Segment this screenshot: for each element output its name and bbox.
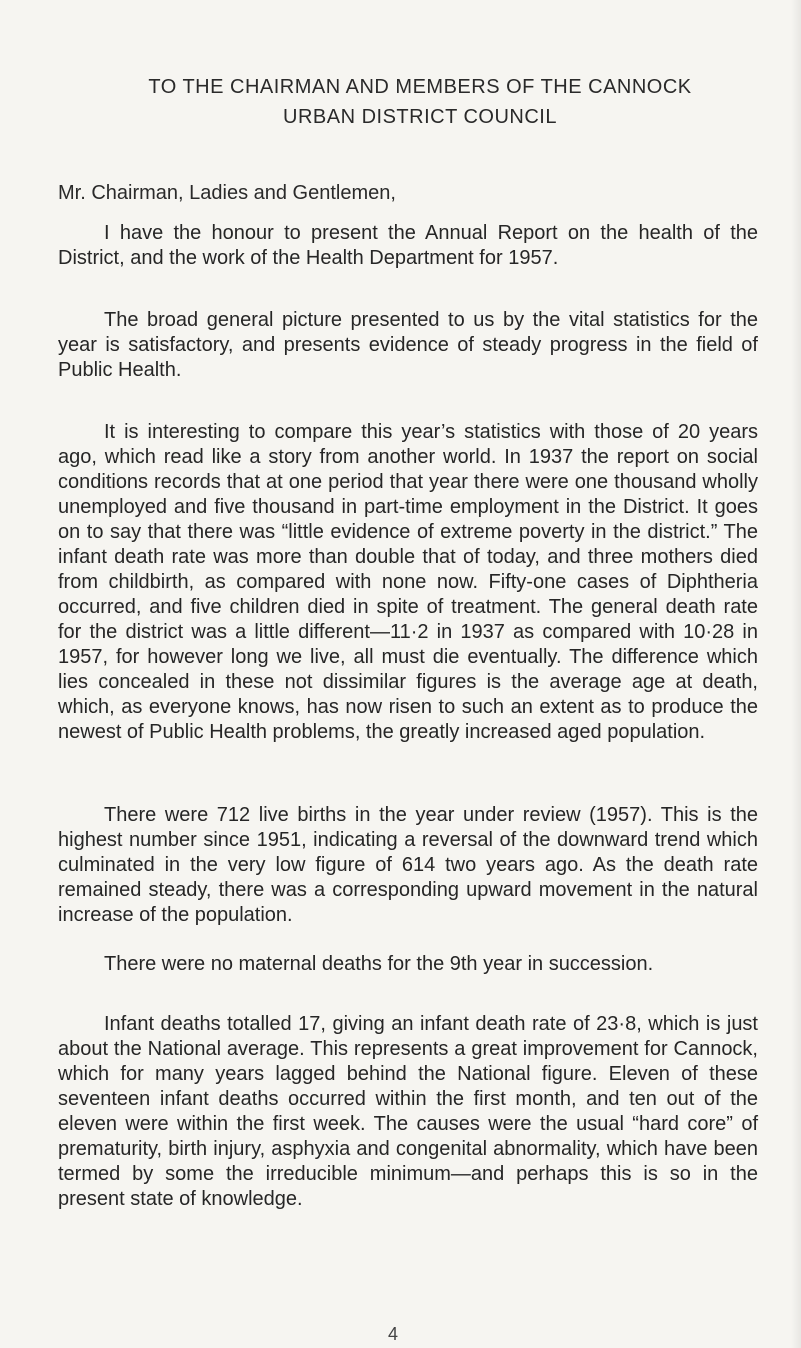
heading-line-2: URBAN DISTRICT COUNCIL [283, 106, 557, 128]
paragraph-comparison-1937: It is interesting to compare this year’s statistics with those of 20 years ago, which read like a story from another world. In 1937 the report on social conditions records that at one period that year there were one thousand wholly unemployed and five thousand in part-time employment in the District. It goes on to say that there was “little evidence of extreme poverty in the district.” The infant death rate was more than double that of today, and three mothers died from childbirth, as compared with none now. Fifty-one cases of Diphtheria occurred, and five children died in spite of treatment. The general death rate for the district was a little different—11·2 in 1937 as compared with 10·28 in 1957, for however long we live, all must die eventually. The difference which lies concealed in these not dissimilar figures is the average age at death, which, as everyone knows, has now risen to such an extent as to produce the newest of Public Health problems, the greatly increased aged population. [58, 421, 758, 743]
page-edge-shadow [791, 0, 801, 1348]
paragraph-live-births: There were 712 live births in the year under review (1957). This is the highest number since 1951, indicating a reversal of the downward trend which culminated in the very low figure of 614 two years ago. As the death rate remained steady, there was a corresponding upward movement in the natural increase of the population. [58, 804, 758, 926]
paragraph-intro: I have the honour to present the Annual Report on the health of the District, and the work of the Health Department for 1957. [58, 222, 758, 269]
report-heading [60, 72, 780, 132]
page-number: 4 [388, 1324, 399, 1344]
heading-line-1: TO THE CHAIRMAN AND MEMBERS OF THE CANNOCK [148, 76, 692, 98]
paragraph-infant-deaths: Infant deaths totalled 17, giving an infant death rate of 23·8, which is just about the National average. This represents a great improvement for Cannock, which for many years lagged behind the National figure. Eleven of these seventeen infant deaths occurred within the first month, and ten out of the eleven were within the first week. The causes were the usual “hard core” of prematurity, birth injury, asphyxia and congenital abnormality, which have been termed by some the irreducible minimum—and perhaps this is so in the present state of knowledge. [58, 1013, 758, 1210]
salutation: Mr. Chairman, Ladies and Gentlemen, [58, 182, 396, 204]
paragraph-maternal-deaths: There were no maternal deaths for the 9th year in succession. [104, 953, 654, 975]
paragraph-general-picture: The broad general picture presented to us by the vital statistics for the year is satisfactory, and presents evidence of steady progress in the field of Public Health. [58, 309, 758, 381]
